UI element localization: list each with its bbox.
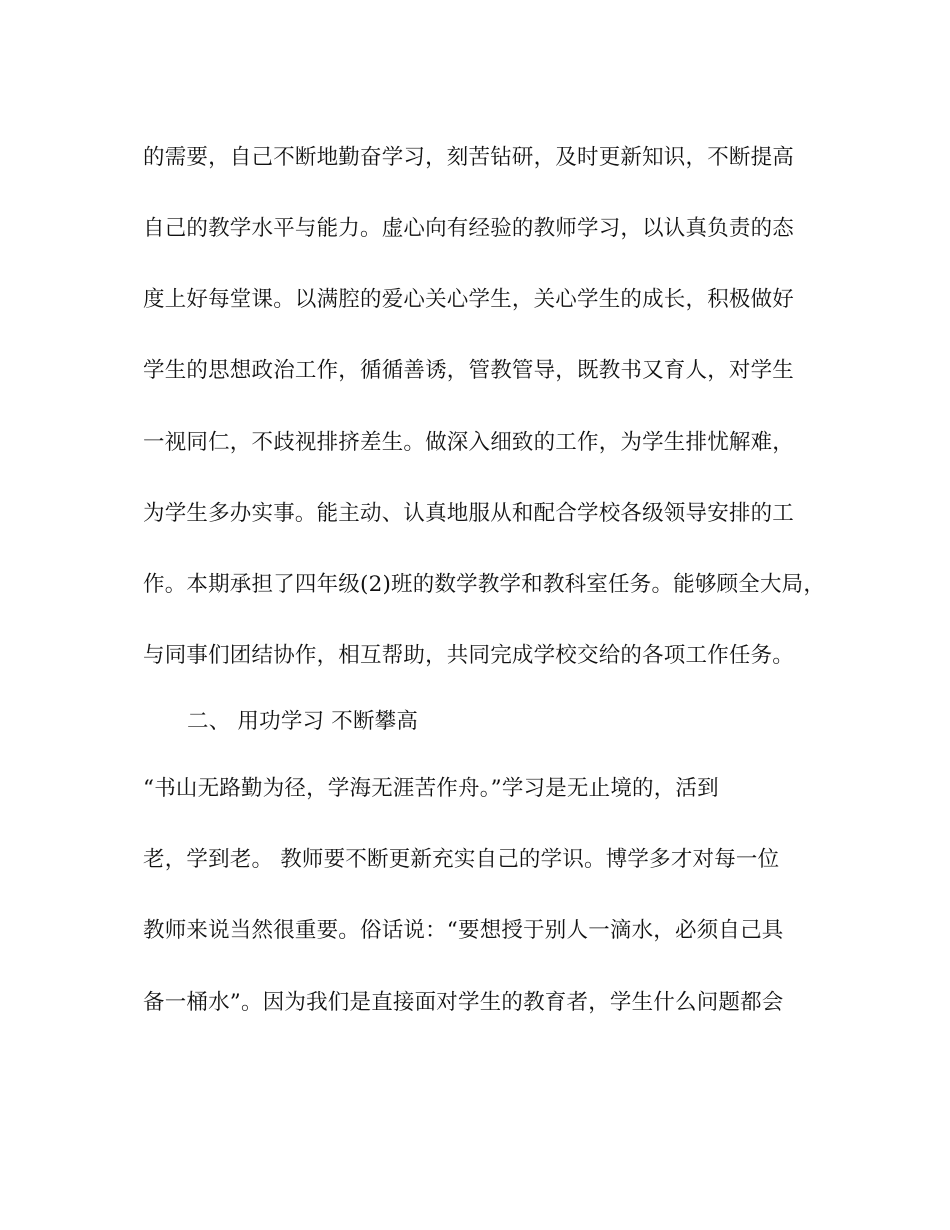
paragraph-line: 备一桶水”。因为我们是直接面对学生的教育者，学生什么问题都会: [143, 990, 784, 1015]
section-heading: 二、 用功学习 不断攀高: [187, 709, 419, 734]
paragraph-line: 与同事们团结协作，相互帮助，共同完成学校交给的各项工作任务。: [143, 643, 795, 668]
paragraph-line: 教师来说当然很重要。俗话说：“要想授于别人一滴水，必须自己具: [143, 918, 784, 943]
paragraph-line: 为学生多办实事。能主动、认真地服从和配合学校各级领导安排的工: [143, 501, 795, 526]
paragraph-line: 老，学到老。 教师要不断更新充实自己的学识。博学多才对每一位: [143, 847, 780, 872]
paragraph-line: 学生的思想政治工作，循循善诱，管教管导，既教书又育人，对学生: [143, 358, 795, 383]
paragraph-line: “书山无路勤为径，学海无涯苦作舟。”学习是无止境的，活到: [143, 776, 719, 801]
paragraph-line: 自己的教学水平与能力。虚心向有经验的教师学习，以认真负责的态: [143, 216, 795, 241]
paragraph-line: 作。本期承担了四年级(2)班的数学教学和教科室任务。能够顾全大局，: [143, 572, 826, 597]
paragraph-line: 一视同仁，不歧视排挤差生。做深入细致的工作，为学生排忧解难，: [143, 430, 795, 455]
paragraph-line: 度上好每堂课。以满腔的爱心关心学生，关心学生的成长，积极做好: [143, 287, 795, 312]
paragraph-line: 的需要，自己不断地勤奋学习，刻苦钻研，及时更新知识，不断提高: [143, 145, 795, 170]
